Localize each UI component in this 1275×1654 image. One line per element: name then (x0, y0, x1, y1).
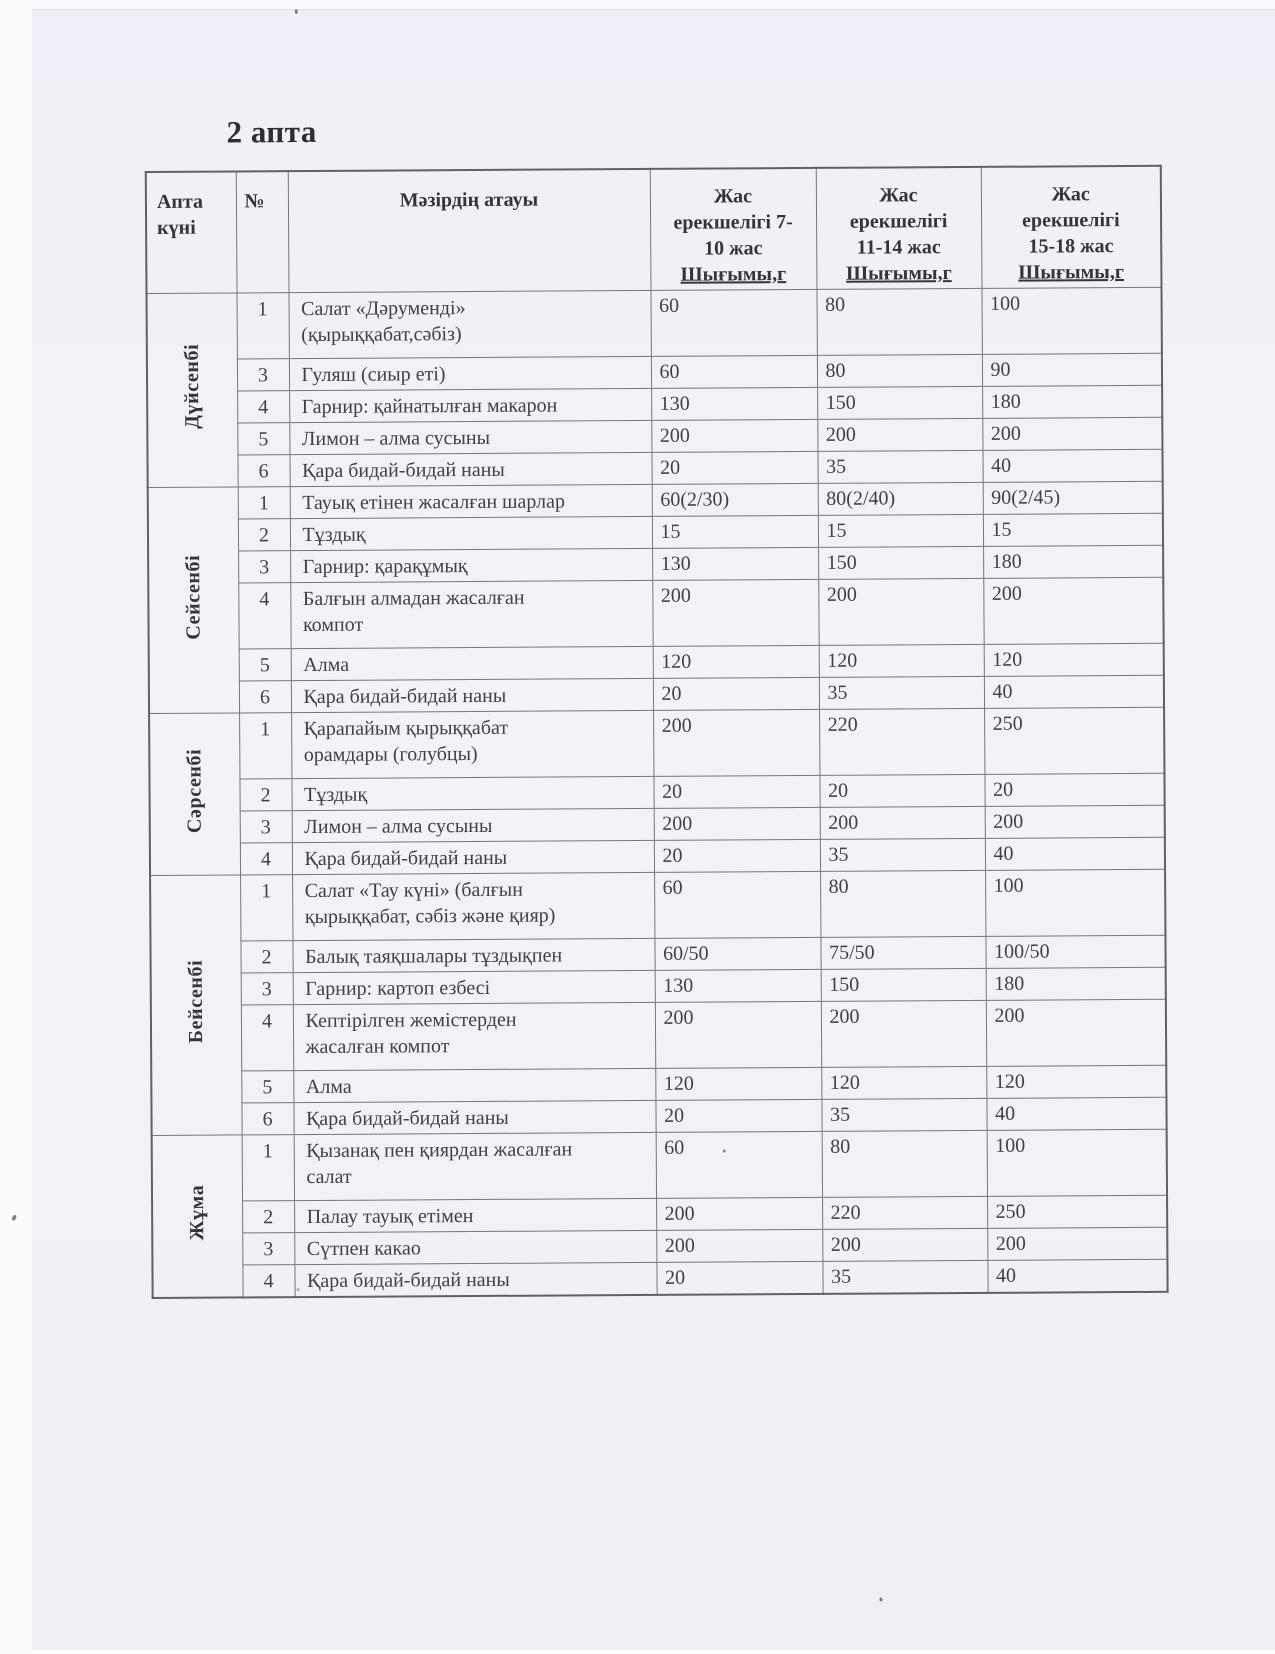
portion-age-15-18: 180 (982, 385, 1162, 418)
age-7-10-label: Жас ерекшелігі 7- 10 жас (673, 185, 793, 260)
portion-age-7-10: 200 (654, 807, 820, 840)
row-number: 1 (238, 487, 290, 519)
portion-age-7-10: 200 (656, 1197, 822, 1230)
age-15-18-label: Жас ерекшелігі 15-18 жас (1021, 183, 1120, 258)
portion-age-7-10: 200 (652, 579, 818, 646)
portion-age-15-18: 250 (987, 1195, 1167, 1228)
portion-age-15-18: 120 (986, 1065, 1166, 1098)
day-label: Сәрсенбі (183, 748, 207, 833)
portion-age-15-18: 40 (986, 1097, 1166, 1130)
portion-age-7-10: 20 (654, 839, 820, 872)
portion-age-11-14: 35 (819, 676, 984, 709)
portion-age-15-18: 100 (981, 287, 1161, 354)
portion-age-11-14: 200 (821, 1000, 986, 1067)
row-number: 2 (239, 779, 291, 811)
row-number: 3 (242, 1233, 294, 1265)
portion-age-11-14: 80 (817, 354, 982, 387)
age-11-14-label: Жас ерекшелігі 11-14 жас (849, 184, 948, 259)
table-row (149, 707, 1164, 779)
portion-age-11-14: 75/50 (820, 936, 985, 969)
row-number: 4 (241, 1005, 293, 1071)
portion-age-11-14: 120 (821, 1066, 986, 1099)
scan-speck (11, 1214, 17, 1221)
portion-age-7-10: 120 (653, 645, 819, 678)
portion-age-7-10: 120 (655, 1067, 821, 1100)
table-row (152, 1129, 1167, 1201)
row-number: 4 (238, 583, 290, 649)
portion-age-11-14: 80 (820, 870, 985, 937)
day-label: Бейсенбі (184, 959, 208, 1044)
day-cell (147, 293, 238, 488)
row-number: 3 (241, 973, 293, 1005)
portion-age-15-18: 200 (985, 805, 1165, 838)
dish-name: Қара бидай-бидай наны (293, 1100, 655, 1134)
dish-name: Гарнир: қайнатылған макарон (289, 388, 651, 422)
portion-age-7-10: 200 (653, 709, 819, 776)
dish-name: Сүтпен какао (294, 1230, 656, 1264)
portion-age-11-14: 15 (818, 514, 983, 547)
dish-name: Тұздық (290, 516, 652, 550)
portion-age-15-18: 200 (987, 1227, 1167, 1260)
row-number: 5 (237, 423, 289, 455)
portion-age-15-18: 40 (982, 449, 1162, 482)
row-number: 5 (241, 1071, 293, 1103)
row-number: 3 (240, 811, 292, 843)
portion-age-7-10: 60/50 (654, 937, 820, 970)
table-row (151, 999, 1166, 1071)
dish-name: Алма (291, 646, 653, 680)
dish-name: Салат «Дәруменді» (қырыққабат,сәбіз) (289, 290, 651, 358)
portion-age-11-14: 200 (822, 1228, 987, 1261)
dish-name: Қызанақ пен қиярдан жасалған салат (294, 1132, 656, 1200)
dish-name: Гуляш (сиыр еті) (289, 356, 651, 390)
portion-age-11-14: 220 (819, 708, 984, 775)
portion-age-15-18: 20 (984, 773, 1164, 806)
row-number: 4 (242, 1265, 294, 1298)
dish-name: Қарапайым қырыққабат орамдары (голубцы) (291, 710, 653, 778)
page-title: 2 апта (226, 113, 317, 150)
portion-age-15-18: 90(2/45) (983, 481, 1163, 514)
row-number: 3 (238, 551, 290, 583)
table-row (152, 1259, 1167, 1298)
portion-age-11-14: 150 (821, 968, 986, 1001)
portion-age-15-18: 100 (987, 1129, 1167, 1196)
portion-age-7-10: 15 (652, 515, 818, 548)
col-header-age-11-14 (816, 167, 982, 290)
portion-age-11-14: 35 (820, 838, 985, 871)
portion-age-15-18: 180 (983, 545, 1163, 578)
scan-speck (297, 1288, 300, 1291)
scan-speck (879, 1598, 882, 1602)
portion-age-11-14: 150 (818, 546, 983, 579)
scan-speck (295, 9, 298, 14)
portion-age-15-18: 180 (986, 967, 1166, 1000)
portion-age-11-14: 120 (819, 644, 984, 677)
portion-age-15-18: 200 (982, 417, 1162, 450)
day-cell (148, 487, 239, 714)
dish-name: Балық таяқшалары тұздықпен (292, 938, 654, 972)
menu-table-body (147, 287, 1168, 1298)
portion-age-7-10: 60(2/30) (652, 483, 818, 516)
row-number: 2 (242, 1201, 294, 1233)
portion-age-7-10: 130 (652, 547, 818, 580)
dish-name: Қара бидай-бидай наны (292, 840, 654, 874)
portion-age-11-14: 35 (817, 450, 982, 483)
portion-age-7-10: 60 (651, 355, 817, 388)
portion-age-15-18: 100 (985, 869, 1165, 936)
portion-age-11-14: 20 (819, 774, 984, 807)
portion-age-11-14: 80(2/40) (818, 482, 983, 515)
portion-age-11-14: 35 (822, 1260, 987, 1294)
age-11-14-output-label: Шығымы,г (846, 262, 952, 285)
portion-age-7-10: 20 (651, 451, 817, 484)
row-number: 3 (237, 359, 289, 391)
portion-age-7-10: 20 (655, 1099, 821, 1132)
day-label: Дүйсенбі (181, 344, 204, 430)
portion-age-15-18: 40 (985, 837, 1165, 870)
day-cell (149, 713, 240, 876)
row-number: 1 (242, 1135, 294, 1201)
row-number: 6 (239, 681, 291, 713)
portion-age-7-10: 130 (655, 969, 821, 1002)
portion-age-7-10: 20 (653, 677, 819, 710)
portion-age-15-18: 120 (984, 643, 1164, 676)
portion-age-15-18: 200 (983, 577, 1163, 644)
portion-age-11-14: 220 (822, 1196, 987, 1229)
dish-name: Алма (293, 1068, 655, 1102)
dish-name: Лимон – алма сусыны (289, 420, 651, 454)
row-number: 5 (239, 649, 291, 681)
table-row (150, 869, 1165, 941)
portion-age-15-18: 40 (984, 675, 1164, 708)
dish-name: Палау тауық етімен (294, 1198, 656, 1232)
dish-name: Тұздық (291, 776, 653, 810)
portion-age-15-18: 250 (984, 707, 1164, 774)
portion-age-15-18: 40 (987, 1259, 1167, 1293)
dish-name: Қара бидай-бидай наны (294, 1262, 656, 1297)
portion-age-15-18: 200 (986, 999, 1166, 1066)
portion-age-11-14: 200 (820, 806, 985, 839)
portion-age-11-14: 150 (817, 386, 982, 419)
dish-name: Балғын алмадан жасалған компот (290, 580, 652, 648)
portion-age-15-18: 100/50 (985, 935, 1165, 968)
row-number: 4 (237, 391, 289, 423)
portion-age-11-14: 80 (822, 1130, 987, 1197)
dish-name: Қара бидай-бидай наны (289, 452, 651, 486)
col-header-weekday: Апта күні (146, 171, 237, 293)
menu-table-header (146, 166, 1162, 294)
day-label: Жұма (186, 1184, 209, 1241)
portion-age-7-10: 60 (654, 871, 820, 938)
dish-name: Кептірілген жемістерден жасалған компот (293, 1002, 655, 1070)
dish-name: Гарнир: картоп езбесі (293, 970, 655, 1004)
row-number: 6 (237, 455, 289, 487)
col-header-age-7-10 (650, 168, 817, 291)
portion-age-7-10: 130 (651, 387, 817, 420)
row-number: 4 (240, 843, 292, 875)
day-cell (152, 1135, 243, 1298)
table-row (148, 577, 1163, 649)
row-number: 2 (238, 519, 290, 551)
col-header-dish-name: Мәзірдің атауы (288, 169, 651, 293)
dish-name: Салат «Тау күні» (балғын қырыққабат, сәбіз және қияр) (292, 872, 654, 940)
row-number: 1 (239, 713, 291, 779)
portion-age-7-10: 20 (656, 1261, 822, 1295)
portion-age-7-10: 60 (650, 289, 816, 356)
scan-speck (723, 1149, 726, 1152)
portion-age-7-10: 200 (651, 419, 817, 452)
dish-name: Лимон – алма сусыны (292, 808, 654, 842)
row-number: 1 (237, 293, 289, 359)
dish-name: Қара бидай-бидай наны (291, 678, 653, 712)
col-header-age-15-18 (981, 166, 1162, 289)
portion-age-7-10: 60 (656, 1131, 822, 1198)
menu-table (145, 165, 1169, 1299)
age-15-18-output-label: Шығымы,г (1018, 261, 1125, 284)
day-cell (150, 875, 242, 1136)
row-number: 6 (241, 1103, 293, 1135)
header-row (146, 166, 1162, 294)
portion-age-11-14: 35 (821, 1098, 986, 1131)
dish-name: Тауық етінен жасалған шарлар (290, 484, 652, 518)
row-number: 2 (240, 941, 292, 973)
portion-age-7-10: 200 (655, 1001, 821, 1068)
portion-age-11-14: 200 (817, 418, 982, 451)
col-header-number: № (236, 171, 289, 293)
portion-age-15-18: 90 (982, 353, 1162, 386)
portion-age-11-14: 80 (816, 288, 981, 355)
dish-name: Гарнир: қарақұмық (290, 548, 652, 582)
row-number: 1 (240, 875, 292, 941)
day-label: Сейсенбі (182, 554, 205, 640)
table-row (147, 287, 1162, 359)
age-7-10-output-label: Шығымы,г (680, 263, 787, 286)
portion-age-7-10: 200 (656, 1229, 822, 1262)
portion-age-15-18: 15 (983, 513, 1163, 546)
portion-age-7-10: 20 (653, 775, 819, 808)
portion-age-11-14: 200 (818, 578, 983, 645)
